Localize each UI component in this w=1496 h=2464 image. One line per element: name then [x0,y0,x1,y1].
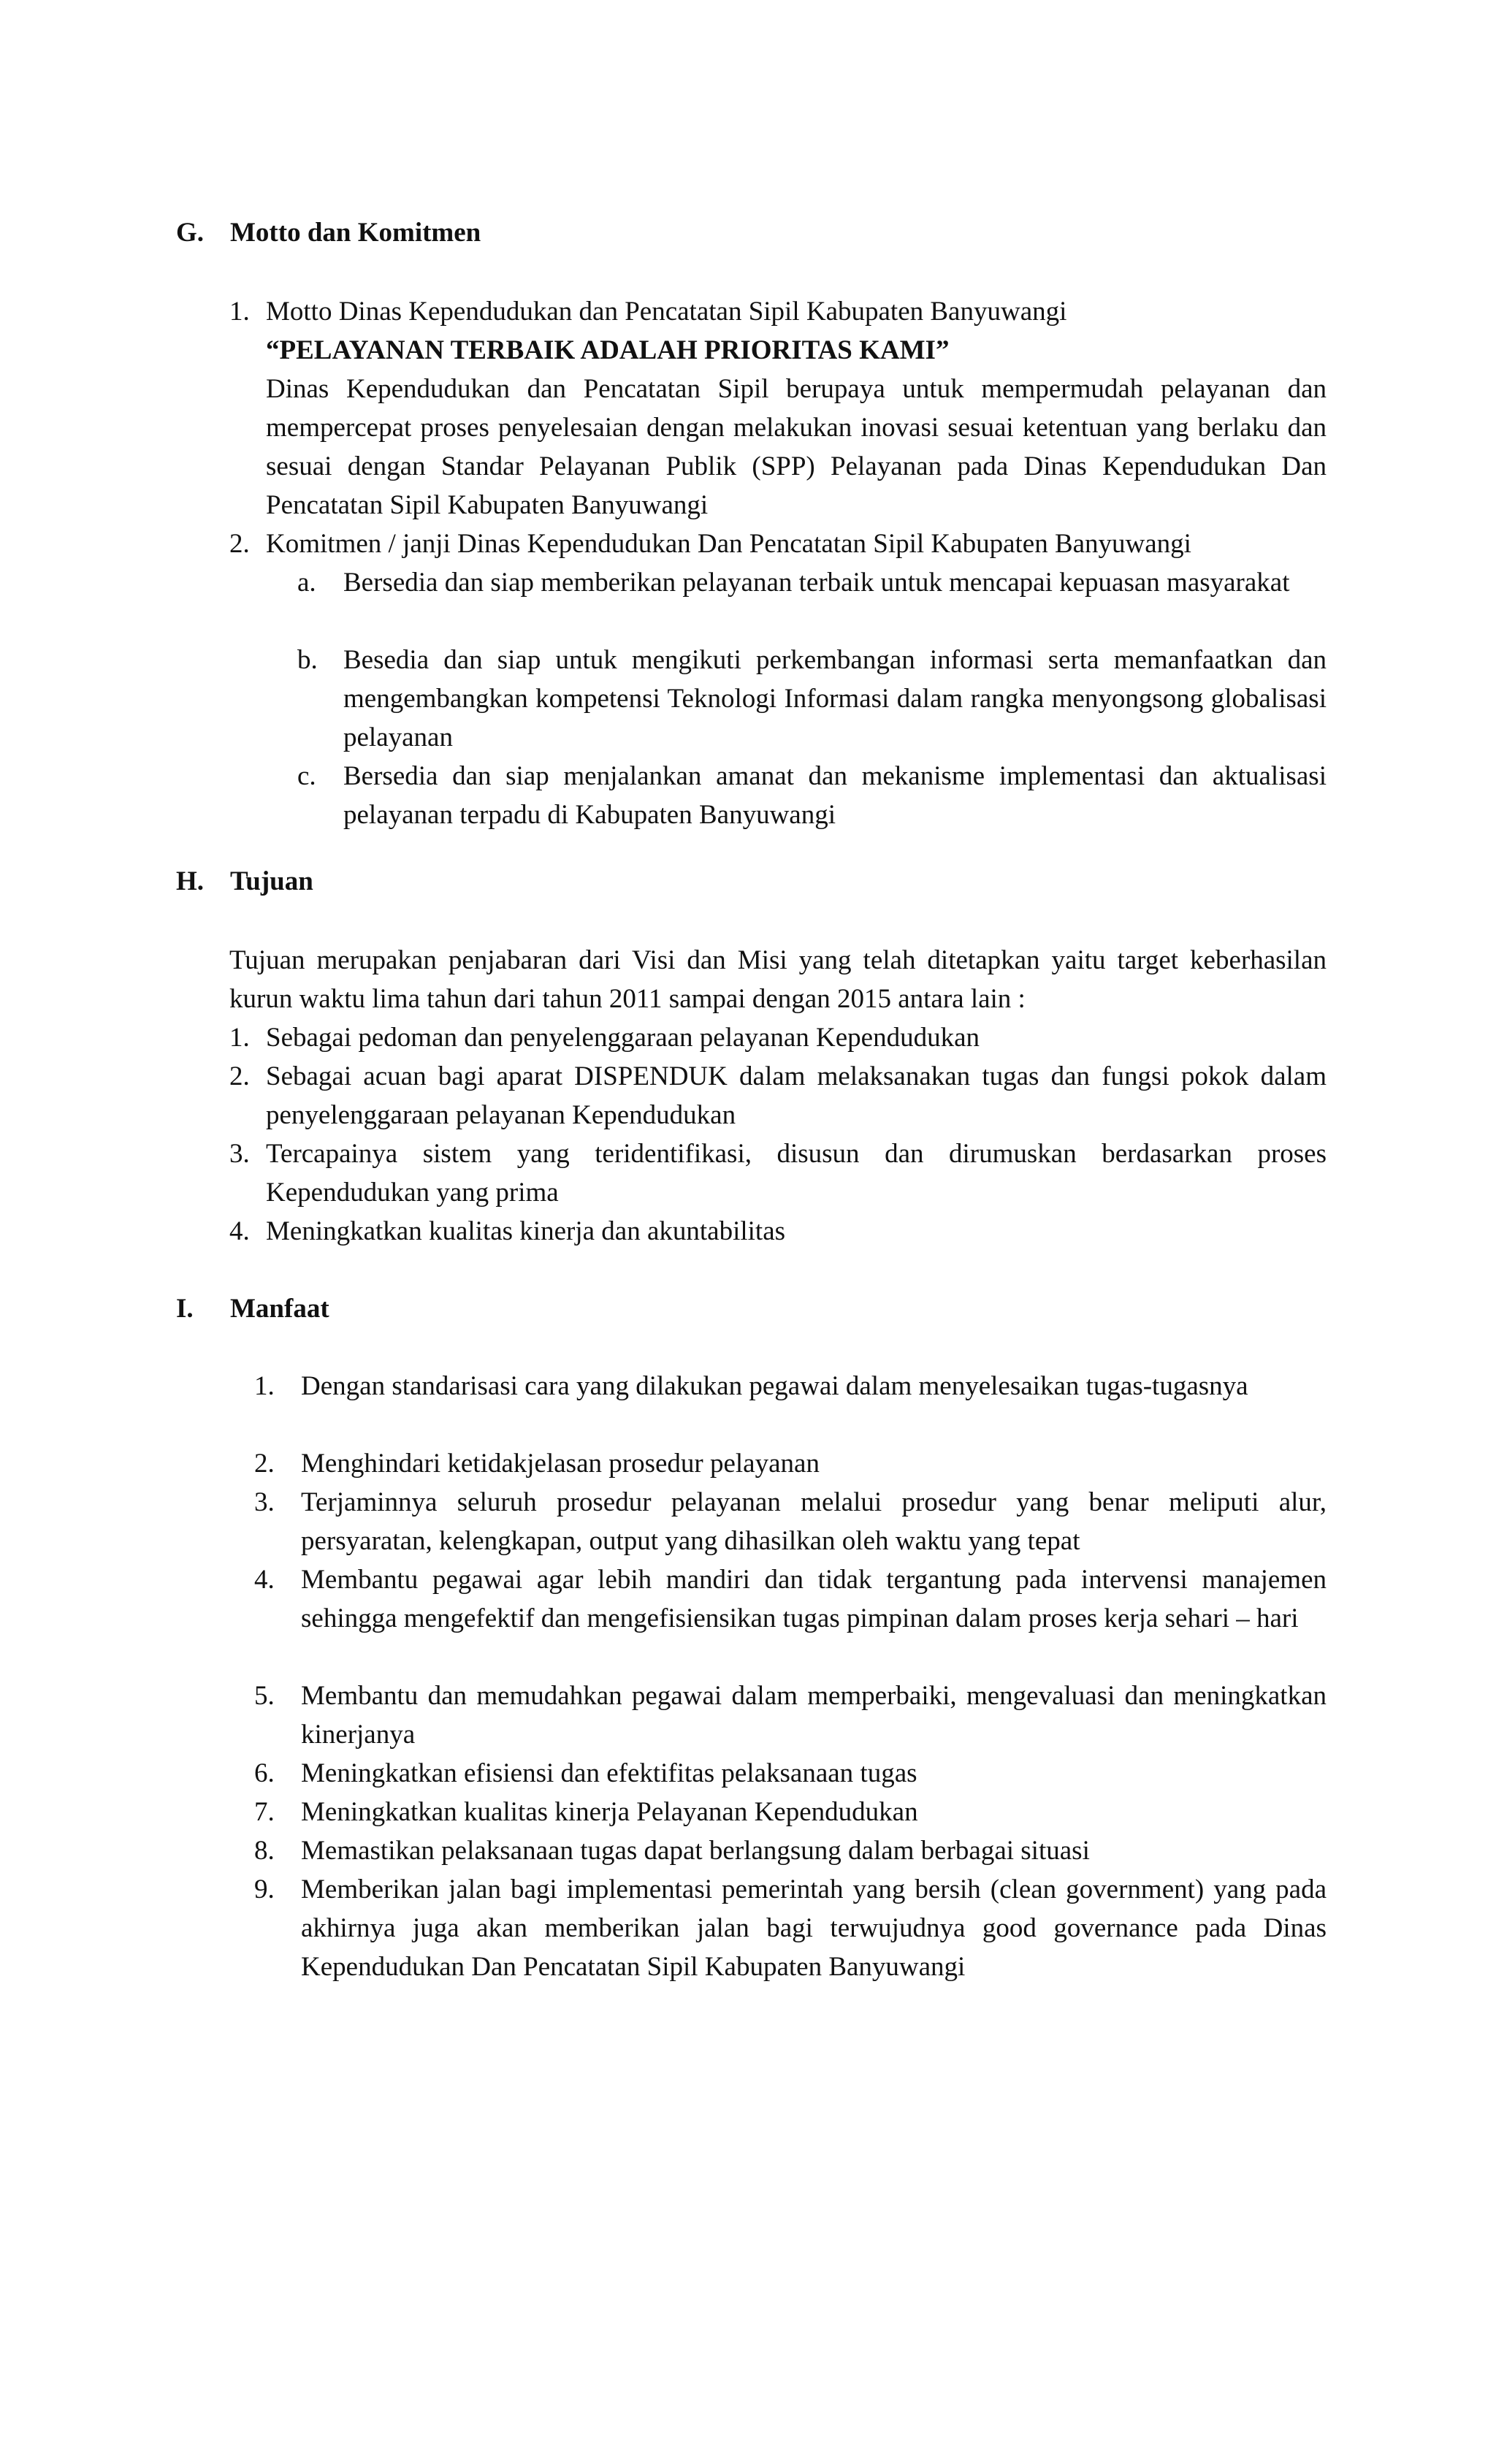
list-item [254,1560,1327,1638]
motto-label: Motto Dinas Kependudukan dan Pencatatan Sipil Kabupaten Banyuwangi [266,297,1067,327]
section-heading-h [176,862,313,901]
list-text: Tercapainya sistem yang teridentifikasi, disusun dan dirumuskan berdasarkan proses Kependudukan yang prima [266,1139,1327,1208]
list-marker: 5. [254,1681,275,1711]
section-title: Tujuan [230,866,313,896]
list-item [254,1831,1327,1870]
list-text: Dengan standarisasi cara yang dilakukan pegawai dalam menyelesaikan tugas-tugasnya [301,1371,1248,1401]
list-item [229,1134,1327,1212]
list-item [254,1677,1327,1754]
section-title: Manfaat [230,1294,329,1324]
list-marker: 8. [254,1836,275,1866]
list-marker: 7. [254,1797,275,1827]
list-marker: a. [297,568,316,598]
list-text: Meningkatkan kualitas kinerja dan akuntabilitas [266,1216,786,1246]
list-item [229,1212,1327,1251]
list-marker: 2. [229,1061,250,1091]
list-item [229,1057,1327,1134]
list-text: Bersedia dan siap menjalankan amanat dan mekanisme implementasi dan aktualisasi pelayanan terpadu di Kabupaten Banyuwangi [343,761,1327,830]
list-marker: 2. [229,529,250,559]
list-marker: 2. [254,1449,275,1479]
list-text: Membantu pegawai agar lebih mandiri dan tidak tergantung pada intervensi manajemen sehingga mengefektif dan mengefisiensikan tugas pimpinan dalam proses kerja sehari – hari [301,1565,1327,1633]
list-text: Terjaminnya seluruh prosedur pelayanan melalui prosedur yang benar meliputi alur, persyaratan, kelengkapan, output yang dihasilkan oleh waktu yang tepat [301,1487,1327,1556]
list-item [254,1444,1327,1483]
motto-description: Dinas Kependudukan dan Pencatatan Sipil berupaya untuk mempermudah pelayanan dan mempercepat proses penyelesaian dengan melakukan inovasi sesuai ketentuan yang berlaku dan sesuai dengan Standar Pelayanan Publik (SPP) Pelayanan pada Dinas Kependudukan Dan Pencatatan Sipil Kabupaten Banyuwangi [266,374,1327,520]
list-text: Membantu dan memudahkan pegawai dalam memperbaiki, mengevaluasi dan meningkatkan kinerjanya [301,1681,1327,1750]
section-heading-i [176,1289,329,1328]
list-text: Memberikan jalan bagi implementasi pemerintah yang bersih (clean government) yang pada akhirnya juga akan memberikan jalan bagi terwujudnya good governance pada Dinas Kependudukan Dan Pencatatan Sipil Kabupaten Banyuwangi [301,1874,1327,1982]
commitment-label: Komitmen / janji Dinas Kependudukan Dan Pencatatan Sipil Kabupaten Banyuwangi [266,529,1191,559]
motto-slogan: “PELAYANAN TERBAIK ADALAH PRIORITAS KAMI” [266,335,950,365]
commitment-subitem [297,757,1327,834]
list-item [254,1754,1327,1793]
list-marker: c. [297,761,316,791]
list-text: Besedia dan siap untuk mengikuti perkembangan informasi serta memanfaatkan dan mengembangkan kompetensi Teknologi Informasi dalam rangka menyongsong globalisasi pelayanan [343,645,1327,752]
list-marker: 3. [229,1139,250,1169]
commitment-subitem [297,641,1327,757]
list-item [254,1793,1327,1831]
list-marker: b. [297,645,318,675]
list-text: Sebagai pedoman dan penyelenggaraan pelayanan Kependudukan [266,1023,980,1053]
tujuan-intro: Tujuan merupakan penjabaran dari Visi dan Misi yang telah ditetapkan yaitu target keberhasilan kurun waktu lima tahun dari tahun 2011 sampai dengan 2015 antara lain : [229,945,1327,1014]
list-item [229,1018,1327,1057]
list-item [254,1367,1327,1405]
commitment-item [229,525,1327,563]
section-heading-g [176,213,481,252]
list-text: Sebagai acuan bagi aparat DISPENDUK dalam melaksanakan tugas dan fungsi pokok dalam penyelenggaraan pelayanan Kependudukan [266,1061,1327,1130]
list-marker: 6. [254,1758,275,1788]
list-marker: 9. [254,1874,275,1904]
list-marker: 1. [229,1023,250,1053]
list-marker: 4. [254,1565,275,1595]
section-letter: I. [176,1294,194,1324]
section-title: Motto dan Komitmen [230,218,481,248]
list-text: Memastikan pelaksanaan tugas dapat berlangsung dalam berbagai situasi [301,1836,1090,1866]
list-text: Meningkatkan kualitas kinerja Pelayanan Kependudukan [301,1797,918,1827]
list-text: Menghindari ketidakjelasan prosedur pelayanan [301,1449,820,1479]
list-marker: 1. [229,297,250,327]
section-letter: H. [176,866,205,896]
list-item [254,1483,1327,1560]
list-text: Meningkatkan efisiensi dan efektifitas pelaksanaan tugas [301,1758,917,1788]
list-text: Bersedia dan siap memberikan pelayanan terbaik untuk mencapai kepuasan masyarakat [343,568,1290,598]
list-item [254,1870,1327,1986]
commitment-subitem [297,563,1327,602]
list-marker: 4. [229,1216,250,1246]
section-letter: G. [176,218,205,248]
list-marker: 1. [254,1371,275,1401]
motto-item [229,292,1327,525]
list-marker: 3. [254,1487,275,1517]
